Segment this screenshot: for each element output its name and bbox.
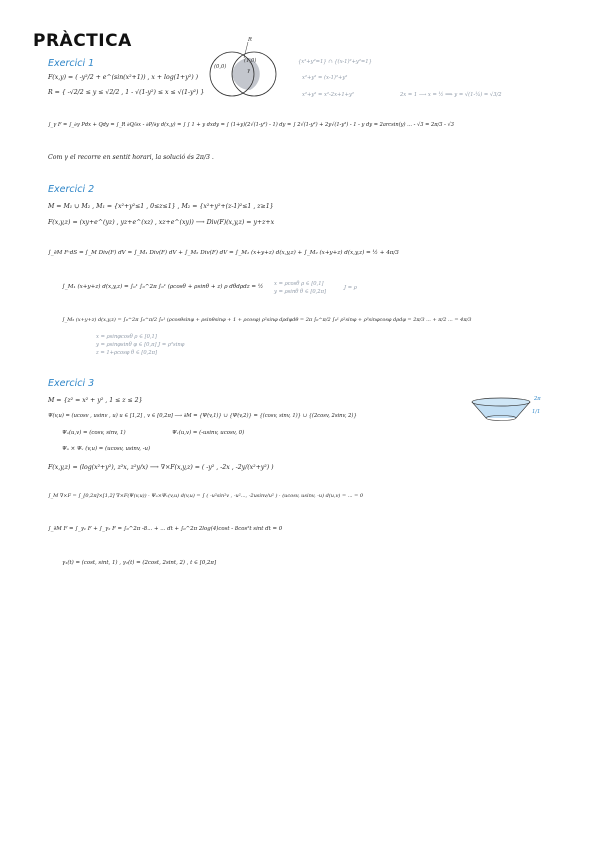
ex1-region-figure [208,36,278,108]
ex1-side-intersection: {x²+y²=1} ∩ {(x-1)²+y²=1} [298,59,372,65]
ex3-parametrization: Ψ(v,u) = (ucosv , usinv , u) u ∈ [1,2] , v ∈ [0,2π] ⟶ ∂M = {Ψ(v,1)} ∪ {Ψ(v,2)} = {(cosv, sinv, 1)} ∪ {(2cosv, 2sinv, 2)} [48,413,357,419]
figure-label-r: R [248,37,252,43]
page-title: PRÀCTICA [33,31,132,51]
ex3-field-curl: F(x,y,z) = (log(x²+y²), z²x, z²y/x) ⟶ ∇×F(x,y,z) = ( -y² , -2x , -2y/(x²+y²) ) [48,464,274,471]
exercise-2-heading: Exercici 2 [48,184,95,195]
ex2-divergence-theorem: ∫_∂M F·dS = ∫_M Div(F) dV = ∫_M₁ Div(F) dV + ∫_M₂ Div(F) dV = ∫_M₁ (x+y+z) d(x,y,z) + ∫_M₂ (x+y+z) d(x,y,z) = ½ + 4π/3 [48,250,399,256]
ex1-side-equation-2: x²+y² = x²-2x+1+y² [302,92,354,98]
ex2-cylinder-change-y: y = ρsinθ θ ∈ [0,2π] [274,289,327,295]
ex2-sphere-change-x: x = ρsinφcosθ ρ ∈ [0,1] [96,334,157,340]
figure-label-gamma: γ [247,68,251,74]
ex2-solid-definition: M = M₁ ∪ M₂ , M₁ = {x²+y²≤1 , 0≤z≤1} , M₂ = {x²+y²+(z-1)²≤1 , z≥1} [48,203,274,210]
ex3-surface-definition: M = {z² = x² + y² , 1 ≤ z ≤ 2} [48,397,143,404]
ex2-cylinder-jacobian: J = ρ [344,285,357,291]
ex1-side-equation-1: x²+y² = (x-1)²+y² [302,75,348,81]
ex2-sphere-change-y: y = ρsinφsinθ φ ∈ [0,π] J = ρ²sinφ [96,342,185,348]
ex3-boundary-line-integral: ∫_∂M F = ∫_γ₁ F + ∫_γ₂ F = ∫₀^2π -8... + ... dt + ∫₀^2π 2log(4)cost - 8cos²t sint dt = 0 [48,526,283,532]
ex1-conclusion: Com γ el recorre en sentit horari, la solució és 2π/3 . [48,154,214,161]
cone-label-top: 2π [534,396,541,402]
ex2-cylinder-change-x: x = ρcosθ ρ ∈ [0,1] [274,281,324,287]
ex2-field-divergence: F(x,y,z) = (xy+e^(yz) , yz+e^(xz) , xz+e^(xy)) ⟶ Div(F)(x,y,z) = y+z+x [48,219,275,226]
ex3-cone-figure [470,396,534,426]
figure-label-origin: (0,0) [214,64,227,70]
ex1-green-theorem-computation: ∫_γ F = ∫_∂γ Pdx + Qdy = ∫_R ∂Q/∂x - ∂P/∂y d(x,y) = ∫ ∫ 1 + y dxdy = ∫ (1+y)(2√(1-y²) - 1) dy = ∫ 2√(1-y²) + 2y√(1-y²) - 1 - y dy = 2arcsin(y) ... - √3 = 2π/3 - √3 [48,122,454,128]
ex2-sphere-change-z: z = 1+ρcosφ θ ∈ [0,2π] [96,350,158,356]
ex3-cross-product: Ψᵤ × Ψᵥ (v,u) = (ucosv, usinv, -u) [62,446,151,452]
ex2-sphere-integral: ∫_M₂ (x+y+z) d(x,y,z) = ∫₀^2π ∫₀^π/2 ∫₀¹ (ρcosθsinφ + ρsinθsinφ + 1 + ρcosφ) ρ²sinφ dρdφdθ = 2π ∫₀^π/2 ∫₀¹ ρ²sinφ + ρ³sinφcosφ dρdφ = 2π/3 ... + π/2 ... = 4π/3 [62,317,472,323]
ex3-boundary-curves: γ₁(t) = (cost, sint, 1) , γ₂(t) = (2cost, 2sint, 2) , t ∈ [0,2π] [62,560,217,566]
ex1-region-definition: R = { -√2/2 ≤ y ≤ √2/2 , 1 - √(1-y²) ≤ x ≤ √(1-y²) } [48,89,205,96]
ex1-field-definition: F(x,y) = ( -y²/2 + e^(sin(x²+1)) , x + log(1+y²) ) [48,74,198,81]
cone-label-side: 1/1 [532,409,541,415]
ex3-partial-v: Ψᵥ(u,v) = (-usinv, ucosv, 0) [172,430,245,436]
figure-label-point: (1,0) [244,58,257,64]
ex2-cylinder-integral: ∫_M₁ (x+y+z) d(x,y,z) = ∫₀¹ ∫₀^2π ∫₀¹ (ρcosθ + ρsinθ + z) ρ dθdρdz = ½ [62,284,264,290]
ex3-partial-u: Ψᵤ(u,v) = (cosv, sinv, 1) [62,430,126,436]
exercise-1-heading: Exercici 1 [48,58,95,69]
ex3-stokes-surface-integral: ∫_M ∇×F = ∫_[0,2π]×[1,2] ∇×F(Ψ(v,u)) · Ψᵤ×Ψᵥ(v,u) d(v,u) = ∫ ( -u²sin²v , -u²..., -2usinv/u² ) · (ucosv, usinv, -u) d(u,v) = ... = 0 [48,493,364,499]
exercise-3-heading: Exercici 3 [48,378,95,389]
ex1-side-solution: 2x = 1 ⟶ x = ½ ⟹ y = √(1-¼) = √3/2 [400,92,502,98]
